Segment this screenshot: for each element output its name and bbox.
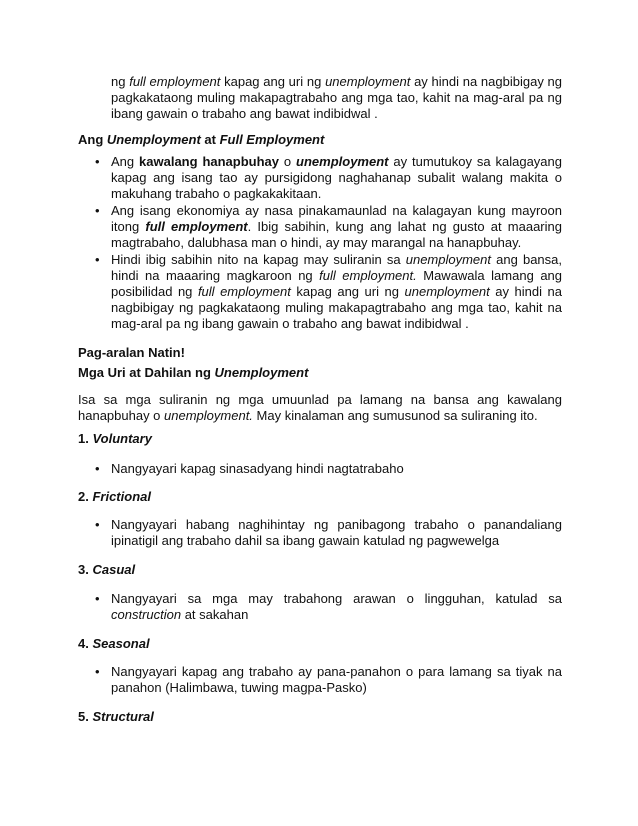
text: ng: [111, 74, 130, 89]
term-unemployment: unemployment: [296, 154, 389, 169]
bullet-icon: •: [95, 461, 100, 476]
list-item-text: Nangyayari sa mga may trabahong arawan o lingguhan, katulad sa construction at sakahan: [111, 591, 562, 622]
term-unemployment: unemployment: [325, 74, 411, 89]
bullet-icon: •: [95, 252, 100, 267]
type-heading-structural: 5. Structural: [78, 709, 154, 724]
text: ay hindi na nagbibigay ng pagkakataong muling makapagtrabaho ang mga tao, kahit na mag-aral pa ng ibang gawain o trabaho ang bawat indibidwal .: [111, 74, 563, 121]
list-item: [95, 203, 562, 251]
section-title: Pag-aralan Natin!: [78, 345, 185, 360]
type-heading-seasonal: 4. Seasonal: [78, 636, 150, 651]
bullet-icon: •: [95, 154, 100, 169]
list-item: [95, 517, 562, 549]
list-item-text: Nangyayari habang naghihintay ng panibagong trabaho o panandaliang ipinatigil ang trabaho dahil sa ibang gawain katulad ng pagwewelga: [111, 517, 562, 548]
bullet-icon: •: [95, 517, 100, 532]
bullet-icon: •: [95, 203, 100, 218]
list-item-text: Ang kawalang hanapbuhay o unemployment ay tumutukoy sa kalagayang kapag ang isang tao ay pursigidong naghahanap subalit walang makita o makuhang trabaho o pagkakakitaan.: [111, 154, 562, 201]
list-item-text: Hindi ibig sabihin nito na kapag may suliranin sa unemployment ang bansa, hindi na maaaring magkaroon ng full employment. Mawawala lamang ang posibilidad ng full employment kapag ang uri ng unemployment ay hindi na nagbibigay ng pagkakataong muling makapagtrabaho ang mga tao, kahit na mag-aral pa ng ibang gawain o trabaho ang bawat indibidwal .: [111, 252, 563, 331]
heading-text: at: [200, 132, 220, 147]
heading-term: Full Employment: [219, 132, 325, 147]
list-item-text: Nangyayari kapag ang trabaho ay pana-panahon o para lamang sa tiyak na panahon (Halimbawa, tuwing magpa-Pasko): [111, 664, 562, 695]
list-item: [95, 154, 562, 202]
type-heading-casual: 3. Casual: [78, 562, 136, 577]
list-item: [95, 664, 562, 696]
list-item-text: Ang isang ekonomiya ay nasa pinakamaunlad na kalagayan kung mayroon itong full employment. Ibig sabihin, kung ang lahat ng gusto at maaaring magtrabaho, dalubhasa man o hindi, ay may marangal na hanapbuhay.: [111, 203, 562, 250]
term-full-employment: full employment: [129, 74, 221, 89]
intro-paragraph: Isa sa mga suliranin ng mga umuunlad pa lamang na bansa ang kawalang hanapbuhay o unemployment. May kinalaman ang sumusunod sa suliraning ito.: [78, 392, 562, 423]
term-full-employment: full employment: [145, 219, 248, 234]
list-item: [95, 461, 562, 477]
intro-continuation-paragraph: [111, 74, 562, 122]
list-item-text: Nangyayari kapag sinasadyang hindi nagtatrabaho: [111, 461, 404, 476]
list-item: [95, 252, 563, 331]
heading-term: Unemployment: [106, 132, 201, 147]
bullet-icon: •: [95, 664, 100, 679]
section-subtitle: Mga Uri at Dahilan ng Unemployment: [78, 365, 309, 380]
type-heading-voluntary: 1. Voluntary: [78, 431, 152, 446]
text: kapag ang uri ng: [220, 74, 326, 89]
list-item: [95, 591, 562, 623]
bullet-icon: •: [95, 591, 100, 606]
heading-text: Ang: [78, 132, 107, 147]
term-kawalang-hanapbuhay: kawalang hanapbuhay: [139, 154, 280, 169]
type-heading-frictional: 2. Frictional: [78, 489, 151, 504]
section-heading-unemployment-full-employment: [78, 132, 562, 148]
